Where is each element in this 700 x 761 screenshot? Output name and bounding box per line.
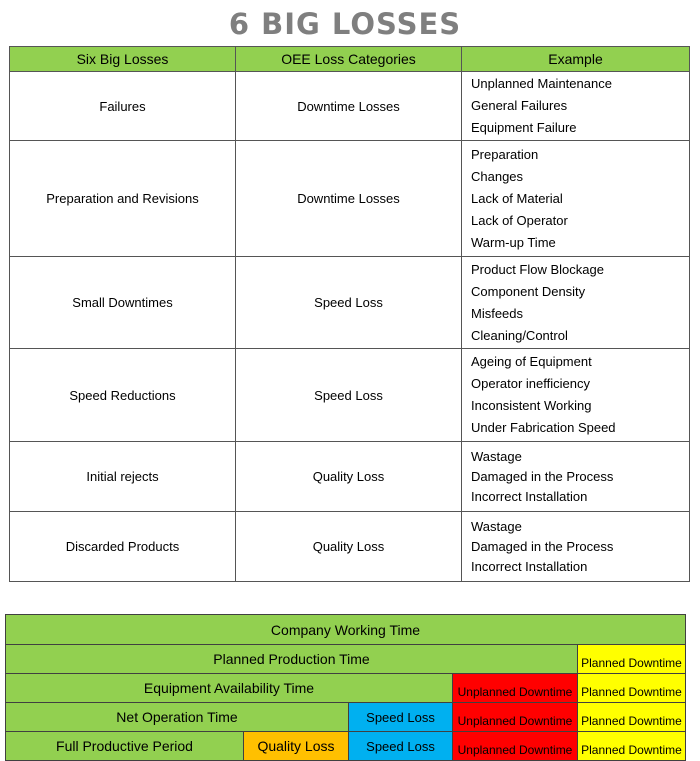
loss-category: Speed Loss — [236, 349, 462, 442]
example-item: Wastage — [471, 448, 522, 464]
loss-examples — [462, 72, 690, 141]
example-item: Wastage — [471, 518, 522, 534]
loss-category: Speed Loss — [236, 257, 462, 349]
loss-examples — [462, 442, 690, 512]
full-productive-period-bar: Full Productive Period — [5, 731, 244, 761]
quality-loss-box: Quality Loss — [243, 731, 349, 761]
company-working-time-bar: Company Working Time — [5, 614, 686, 645]
table-row — [10, 257, 690, 349]
loss-category: Downtime Losses — [236, 141, 462, 257]
loss-name: Speed Reductions — [10, 349, 236, 442]
unplanned-downtime-box: Unplanned Downtime — [452, 673, 578, 703]
planned-downtime-box: Planned Downtime — [577, 702, 686, 732]
example-item: Inconsistent Working — [471, 398, 592, 413]
table-row — [10, 512, 690, 582]
example-item: Misfeeds — [471, 305, 524, 321]
loss-category: Quality Loss — [236, 512, 462, 582]
loss-name: Discarded Products — [10, 512, 236, 582]
planned-production-time-bar: Planned Production Time — [5, 644, 578, 674]
speed-loss-box: Speed Loss — [348, 731, 453, 761]
page-title: 6 BIG LOSSES — [228, 7, 462, 41]
example-item: Component Density — [471, 283, 586, 299]
net-operation-time-bar: Net Operation Time — [5, 702, 349, 732]
header-example: Example — [462, 47, 690, 72]
table-row — [10, 442, 690, 512]
planned-downtime-box: Planned Downtime — [577, 644, 686, 674]
example-item: Preparation — [471, 146, 539, 162]
example-item: Cleaning/Control — [471, 327, 568, 343]
example-item: Damaged in the Process — [471, 538, 614, 554]
example-item: Incorrect Installation — [471, 488, 588, 504]
example-item: Operator inefficiency — [471, 376, 590, 391]
example-item: Incorrect Installation — [471, 558, 588, 574]
loss-examples — [462, 349, 690, 442]
example-item: Lack of Material — [471, 190, 563, 206]
six-big-losses-table — [9, 46, 690, 582]
header-oee-loss-categories: OEE Loss Categories — [236, 47, 462, 72]
example-item: Damaged in the Process — [471, 468, 614, 484]
table-row — [10, 349, 690, 442]
loss-category: Quality Loss — [236, 442, 462, 512]
example-item: General Failures — [471, 98, 568, 113]
table-row — [10, 72, 690, 141]
speed-loss-box: Speed Loss — [348, 702, 453, 732]
example-item: Under Fabrication Speed — [471, 420, 616, 435]
loss-name: Preparation and Revisions — [10, 141, 236, 257]
equipment-availability-time-bar: Equipment Availability Time — [5, 673, 453, 703]
header-six-big-losses: Six Big Losses — [10, 47, 236, 72]
unplanned-downtime-box: Unplanned Downtime — [452, 702, 578, 732]
table-header-row — [10, 47, 690, 72]
loss-name: Initial rejects — [10, 442, 236, 512]
loss-examples — [462, 141, 690, 257]
example-item: Product Flow Blockage — [471, 261, 604, 277]
loss-examples — [462, 257, 690, 349]
loss-category: Downtime Losses — [236, 72, 462, 141]
example-item: Changes — [471, 168, 524, 184]
planned-downtime-box: Planned Downtime — [577, 673, 686, 703]
loss-name: Small Downtimes — [10, 257, 236, 349]
example-item: Unplanned Maintenance — [471, 76, 612, 91]
loss-name: Failures — [10, 72, 236, 141]
example-item: Ageing of Equipment — [471, 354, 592, 369]
loss-examples — [462, 512, 690, 582]
example-item: Warm-up Time — [471, 234, 556, 250]
example-item: Lack of Operator — [471, 212, 568, 228]
planned-downtime-box: Planned Downtime — [577, 731, 686, 761]
example-item: Equipment Failure — [471, 120, 577, 135]
table-row — [10, 141, 690, 257]
unplanned-downtime-box: Unplanned Downtime — [452, 731, 578, 761]
oee-time-breakdown — [5, 614, 686, 761]
